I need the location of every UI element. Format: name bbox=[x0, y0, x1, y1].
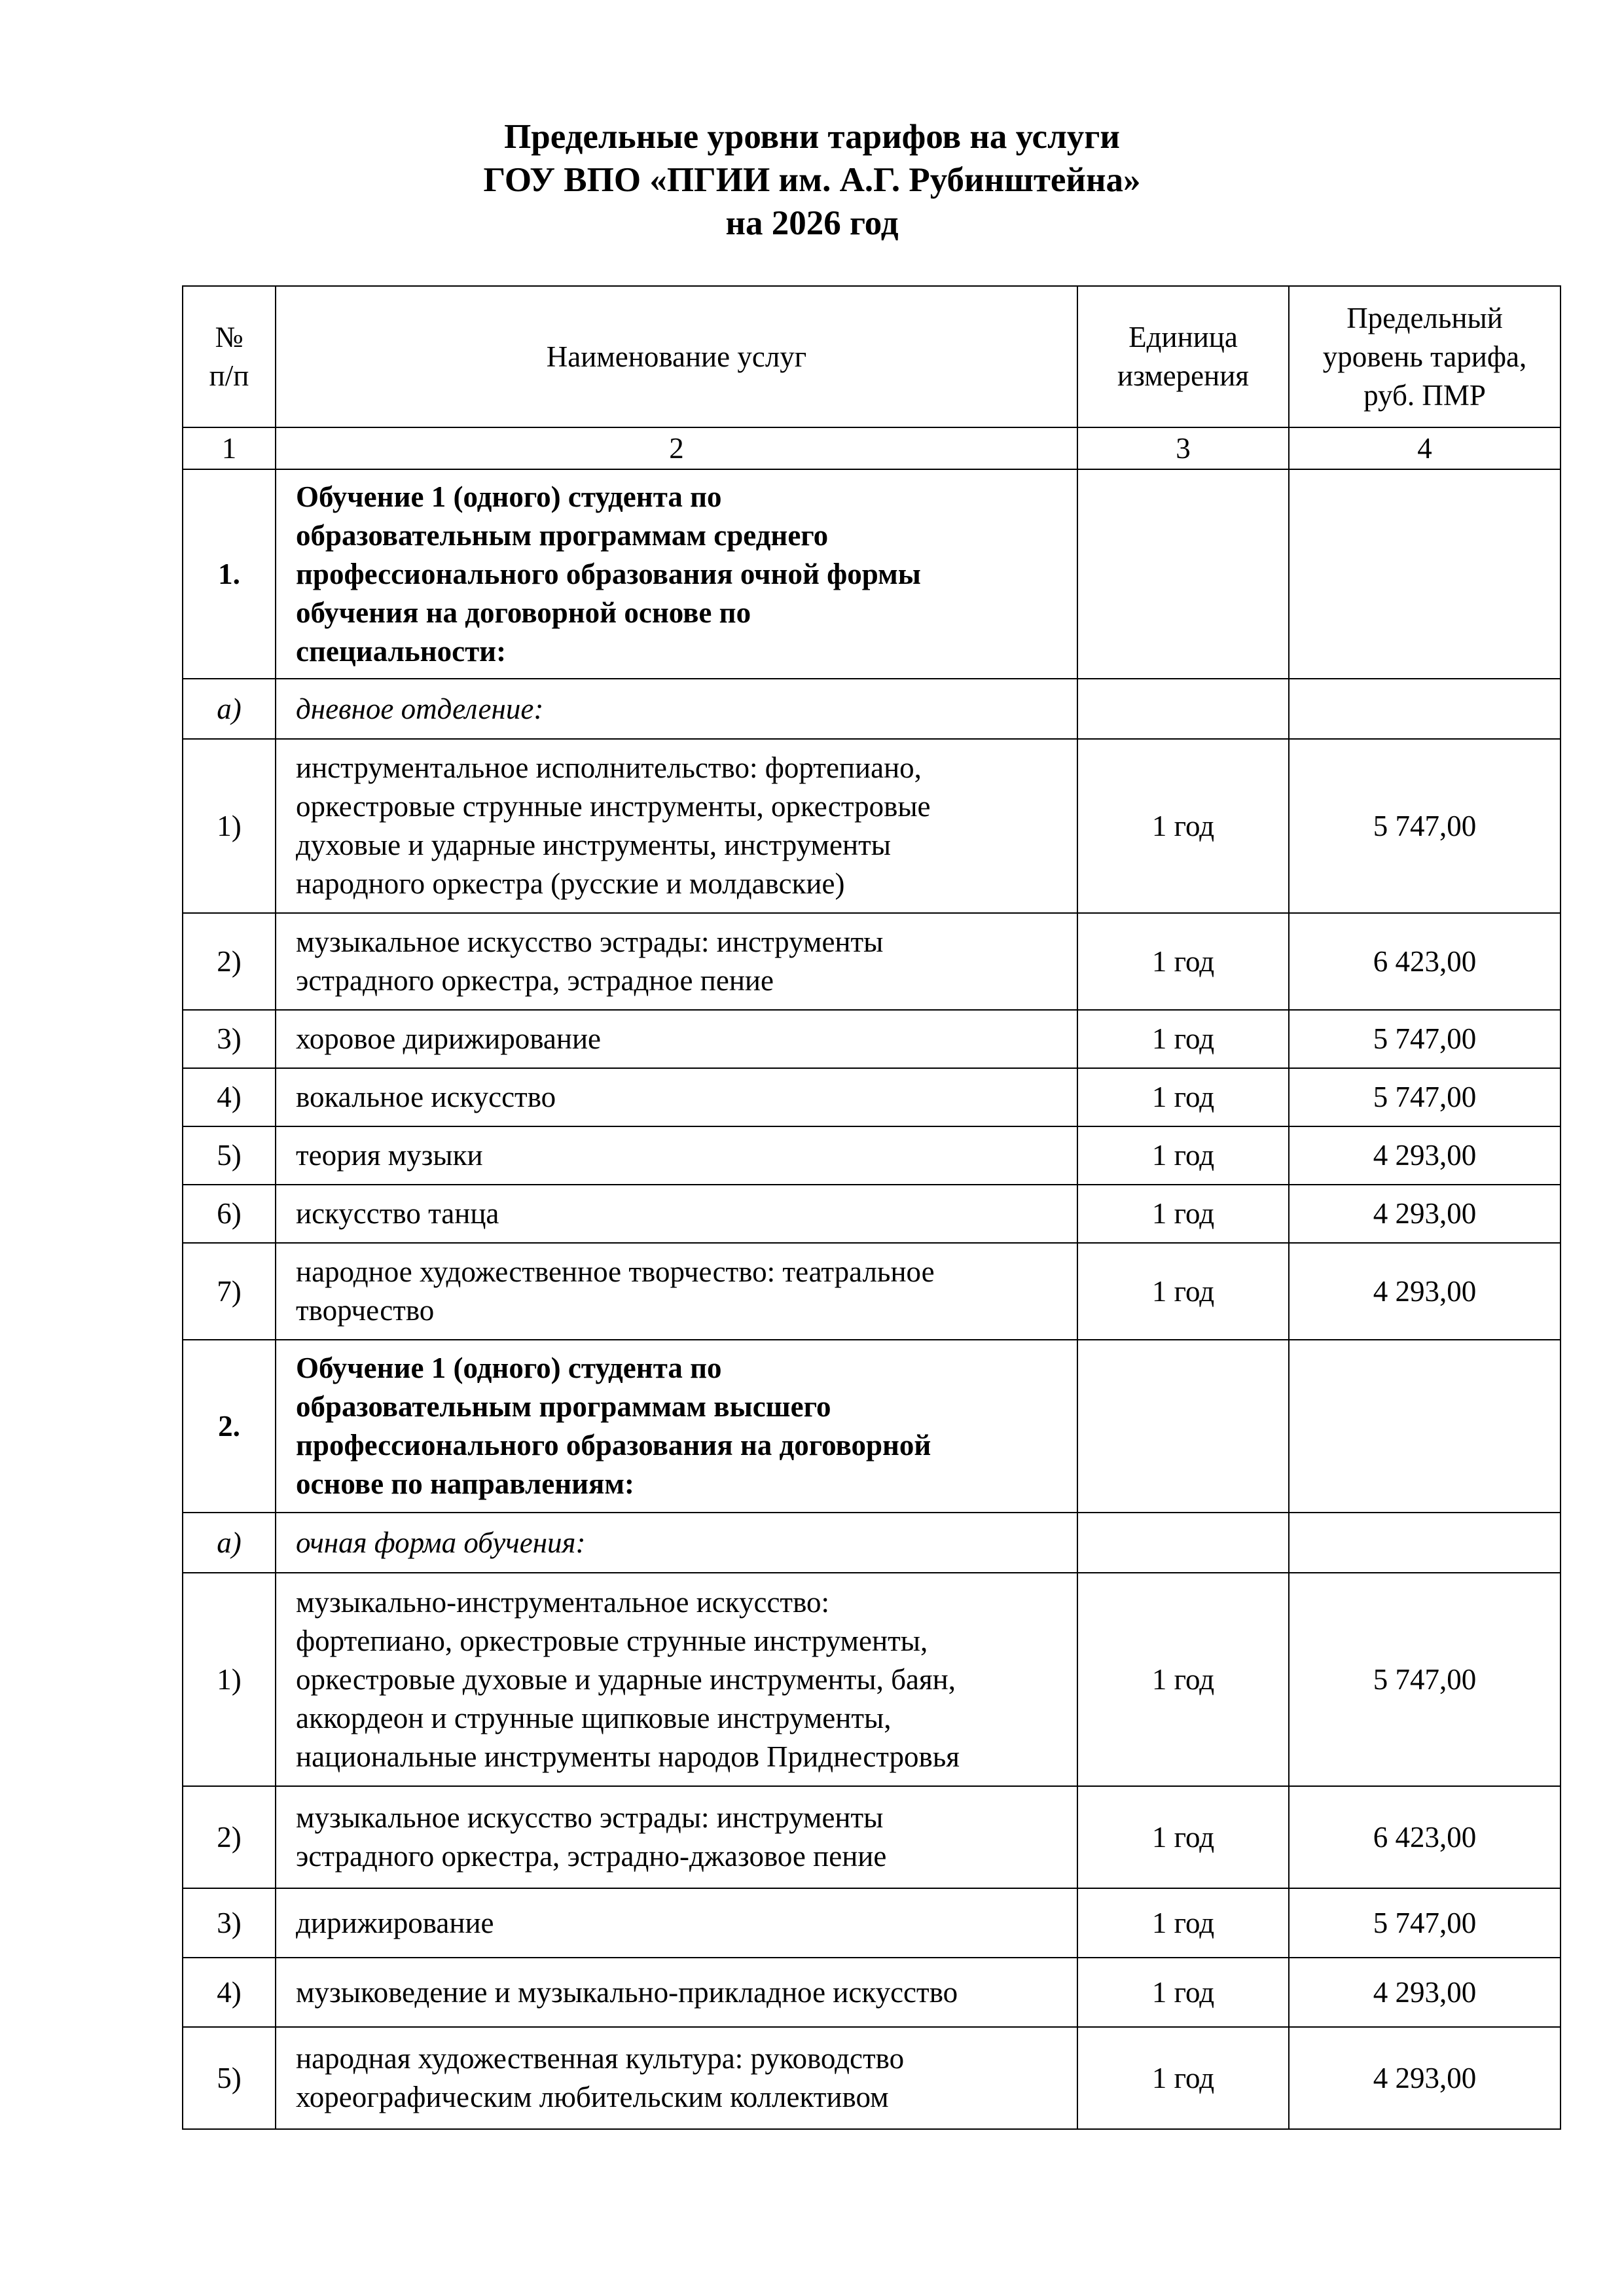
row-name-line: оркестровые струнные инструменты, оркестровые bbox=[296, 790, 931, 823]
row-unit: 1 год bbox=[1077, 2027, 1289, 2129]
table-row bbox=[183, 1958, 1561, 2027]
row-name-line: национальные инструменты народов Приднестровья bbox=[296, 1740, 960, 1773]
row-unit: 1 год bbox=[1077, 1185, 1289, 1243]
row-name-line: творчество bbox=[296, 1294, 435, 1327]
row-name: хоровое дирижирование bbox=[276, 1010, 1077, 1068]
row-tariff: 4 293,00 bbox=[1289, 1185, 1561, 1243]
row-name: музыковедение и музыкально-прикладное искусство bbox=[276, 1958, 1077, 2027]
row-name-line: народного оркестра (русские и молдавские) bbox=[296, 867, 845, 900]
column-number-1: 1 bbox=[183, 427, 276, 469]
row-num: 3) bbox=[183, 1888, 276, 1958]
section-1-unit-empty bbox=[1077, 469, 1289, 679]
table-row bbox=[183, 1010, 1561, 1068]
row-unit: 1 год bbox=[1077, 1126, 1289, 1185]
table-row bbox=[183, 913, 1561, 1010]
header-num-line-1: № bbox=[215, 321, 244, 353]
section-2-num: 2. bbox=[183, 1340, 276, 1513]
column-number-3: 3 bbox=[1077, 427, 1289, 469]
table-row bbox=[183, 739, 1561, 913]
row-name-line: фортепиано, оркестровые струнные инструменты, bbox=[296, 1624, 928, 1657]
row-num: 5) bbox=[183, 1126, 276, 1185]
table-header-row bbox=[183, 286, 1561, 427]
row-tariff: 6 423,00 bbox=[1289, 1786, 1561, 1888]
row-unit: 1 год bbox=[1077, 1888, 1289, 1958]
row-tariff: 5 747,00 bbox=[1289, 1888, 1561, 1958]
row-num: 1) bbox=[183, 1573, 276, 1786]
table-row bbox=[183, 1786, 1561, 1888]
section-1-title-line-1: Обучение 1 (одного) студента по bbox=[296, 480, 722, 513]
row-tariff: 5 747,00 bbox=[1289, 1573, 1561, 1786]
subsection-2a-unit-empty bbox=[1077, 1513, 1289, 1573]
header-name: Наименование услуг bbox=[276, 286, 1077, 427]
section-1-num: 1. bbox=[183, 469, 276, 679]
row-unit: 1 год bbox=[1077, 739, 1289, 913]
row-name-line: оркестровые духовые и ударные инструменты, баян, bbox=[296, 1662, 956, 1696]
tariff-table bbox=[182, 285, 1561, 2130]
column-number-2: 2 bbox=[276, 427, 1077, 469]
section-2-tariff-empty bbox=[1289, 1340, 1561, 1513]
row-name bbox=[276, 2027, 1077, 2129]
page-title bbox=[0, 115, 1624, 245]
row-num: 1) bbox=[183, 739, 276, 913]
row-tariff: 5 747,00 bbox=[1289, 1010, 1561, 1068]
row-unit: 1 год bbox=[1077, 913, 1289, 1010]
header-unit-line-1: Единица bbox=[1128, 321, 1238, 353]
subsection-1a-num: а) bbox=[183, 679, 276, 739]
row-name-line: народное художественное творчество: театральное bbox=[296, 1255, 935, 1288]
row-name-line: эстрадного оркестра, эстрадное пение bbox=[296, 964, 774, 997]
row-name bbox=[276, 1786, 1077, 1888]
row-num: 7) bbox=[183, 1243, 276, 1340]
row-name-line: музыкальное искусство эстрады: инструменты bbox=[296, 925, 884, 958]
row-num: 5) bbox=[183, 2027, 276, 2129]
row-unit: 1 год bbox=[1077, 1243, 1289, 1340]
row-unit: 1 год bbox=[1077, 1573, 1289, 1786]
row-tariff: 5 747,00 bbox=[1289, 739, 1561, 913]
row-tariff: 4 293,00 bbox=[1289, 2027, 1561, 2129]
section-2-title-line-1: Обучение 1 (одного) студента по bbox=[296, 1352, 722, 1384]
header-unit bbox=[1077, 286, 1289, 427]
row-name-line: инструментальное исполнительство: фортепиано, bbox=[296, 751, 922, 784]
column-number-4: 4 bbox=[1289, 427, 1561, 469]
row-name: теория музыки bbox=[276, 1126, 1077, 1185]
table-row bbox=[183, 2027, 1561, 2129]
row-name-line: аккордеон и струнные щипковые инструменты, bbox=[296, 1701, 892, 1734]
section-2-title-line-4: основе по направлениям: bbox=[296, 1467, 635, 1500]
title-line-2: ГОУ ВПО «ПГИИ им. А.Г. Рубинштейна» bbox=[483, 161, 1141, 199]
subsection-1a-tariff-empty bbox=[1289, 679, 1561, 739]
row-unit: 1 год bbox=[1077, 1958, 1289, 2027]
row-tariff: 4 293,00 bbox=[1289, 1243, 1561, 1340]
row-unit: 1 год bbox=[1077, 1010, 1289, 1068]
table-row bbox=[183, 1185, 1561, 1243]
section-1-title-line-2: образовательным программам среднего bbox=[296, 518, 829, 552]
row-num: 4) bbox=[183, 1958, 276, 2027]
row-name bbox=[276, 913, 1077, 1010]
section-1-title-line-4: обучения на договорной основе по bbox=[296, 596, 751, 629]
table-row bbox=[183, 1573, 1561, 1786]
row-name bbox=[276, 1573, 1077, 1786]
row-tariff: 6 423,00 bbox=[1289, 913, 1561, 1010]
subsection-2a-num: а) bbox=[183, 1513, 276, 1573]
row-num: 4) bbox=[183, 1068, 276, 1126]
row-name-line: музыкально-инструментальное искусство: bbox=[296, 1585, 830, 1619]
section-row-2 bbox=[183, 1340, 1561, 1513]
row-num: 3) bbox=[183, 1010, 276, 1068]
row-num: 6) bbox=[183, 1185, 276, 1243]
row-name-line: эстрадного оркестра, эстрадно-джазовое пение bbox=[296, 1840, 887, 1873]
row-name: вокальное искусство bbox=[276, 1068, 1077, 1126]
header-num-line-2: п/п bbox=[209, 359, 249, 392]
row-unit: 1 год bbox=[1077, 1786, 1289, 1888]
row-name: дирижирование bbox=[276, 1888, 1077, 1958]
row-name bbox=[276, 739, 1077, 913]
header-num bbox=[183, 286, 276, 427]
header-tariff-line-3: руб. ПМР bbox=[1363, 378, 1486, 412]
subsection-2a-title: очная форма обучения: bbox=[276, 1513, 1077, 1573]
row-tariff: 5 747,00 bbox=[1289, 1068, 1561, 1126]
subsection-row-2a bbox=[183, 1513, 1561, 1573]
section-row-1 bbox=[183, 469, 1561, 679]
subsection-1a-title: дневное отделение: bbox=[276, 679, 1077, 739]
section-2-unit-empty bbox=[1077, 1340, 1289, 1513]
header-unit-line-2: измерения bbox=[1117, 359, 1249, 392]
table-row bbox=[183, 1888, 1561, 1958]
section-2-title bbox=[276, 1340, 1077, 1513]
subsection-row-1a bbox=[183, 679, 1561, 739]
header-tariff bbox=[1289, 286, 1561, 427]
row-tariff: 4 293,00 bbox=[1289, 1126, 1561, 1185]
row-tariff: 4 293,00 bbox=[1289, 1958, 1561, 2027]
table-row bbox=[183, 1243, 1561, 1340]
section-2-title-line-2: образовательным программам высшего bbox=[296, 1390, 831, 1423]
column-numbers-row bbox=[183, 427, 1561, 469]
row-name-line: хореографическим любительским коллективом bbox=[296, 2081, 889, 2113]
section-1-title bbox=[276, 469, 1077, 679]
row-name-line: музыкальное искусство эстрады: инструменты bbox=[296, 1801, 884, 1834]
row-name-line: духовые и ударные инструменты, инструменты bbox=[296, 829, 891, 861]
title-line-3: на 2026 год bbox=[725, 204, 899, 242]
table-row bbox=[183, 1068, 1561, 1126]
section-1-title-line-3: профессионального образования очной формы bbox=[296, 557, 921, 590]
header-tariff-line-1: Предельный bbox=[1346, 301, 1503, 334]
section-2-title-line-3: профессионального образования на договорной bbox=[296, 1429, 931, 1462]
row-name: искусство танца bbox=[276, 1185, 1077, 1243]
section-1-title-line-5: специальности: bbox=[296, 634, 507, 668]
row-num: 2) bbox=[183, 1786, 276, 1888]
row-unit: 1 год bbox=[1077, 1068, 1289, 1126]
subsection-2a-tariff-empty bbox=[1289, 1513, 1561, 1573]
row-name bbox=[276, 1243, 1077, 1340]
header-tariff-line-2: уровень тарифа, bbox=[1322, 340, 1527, 373]
row-name-line: народная художественная культура: руководство bbox=[296, 2042, 905, 2075]
section-1-tariff-empty bbox=[1289, 469, 1561, 679]
row-num: 2) bbox=[183, 913, 276, 1010]
title-line-1: Предельные уровни тарифов на услуги bbox=[504, 118, 1120, 156]
table-row bbox=[183, 1126, 1561, 1185]
subsection-1a-unit-empty bbox=[1077, 679, 1289, 739]
